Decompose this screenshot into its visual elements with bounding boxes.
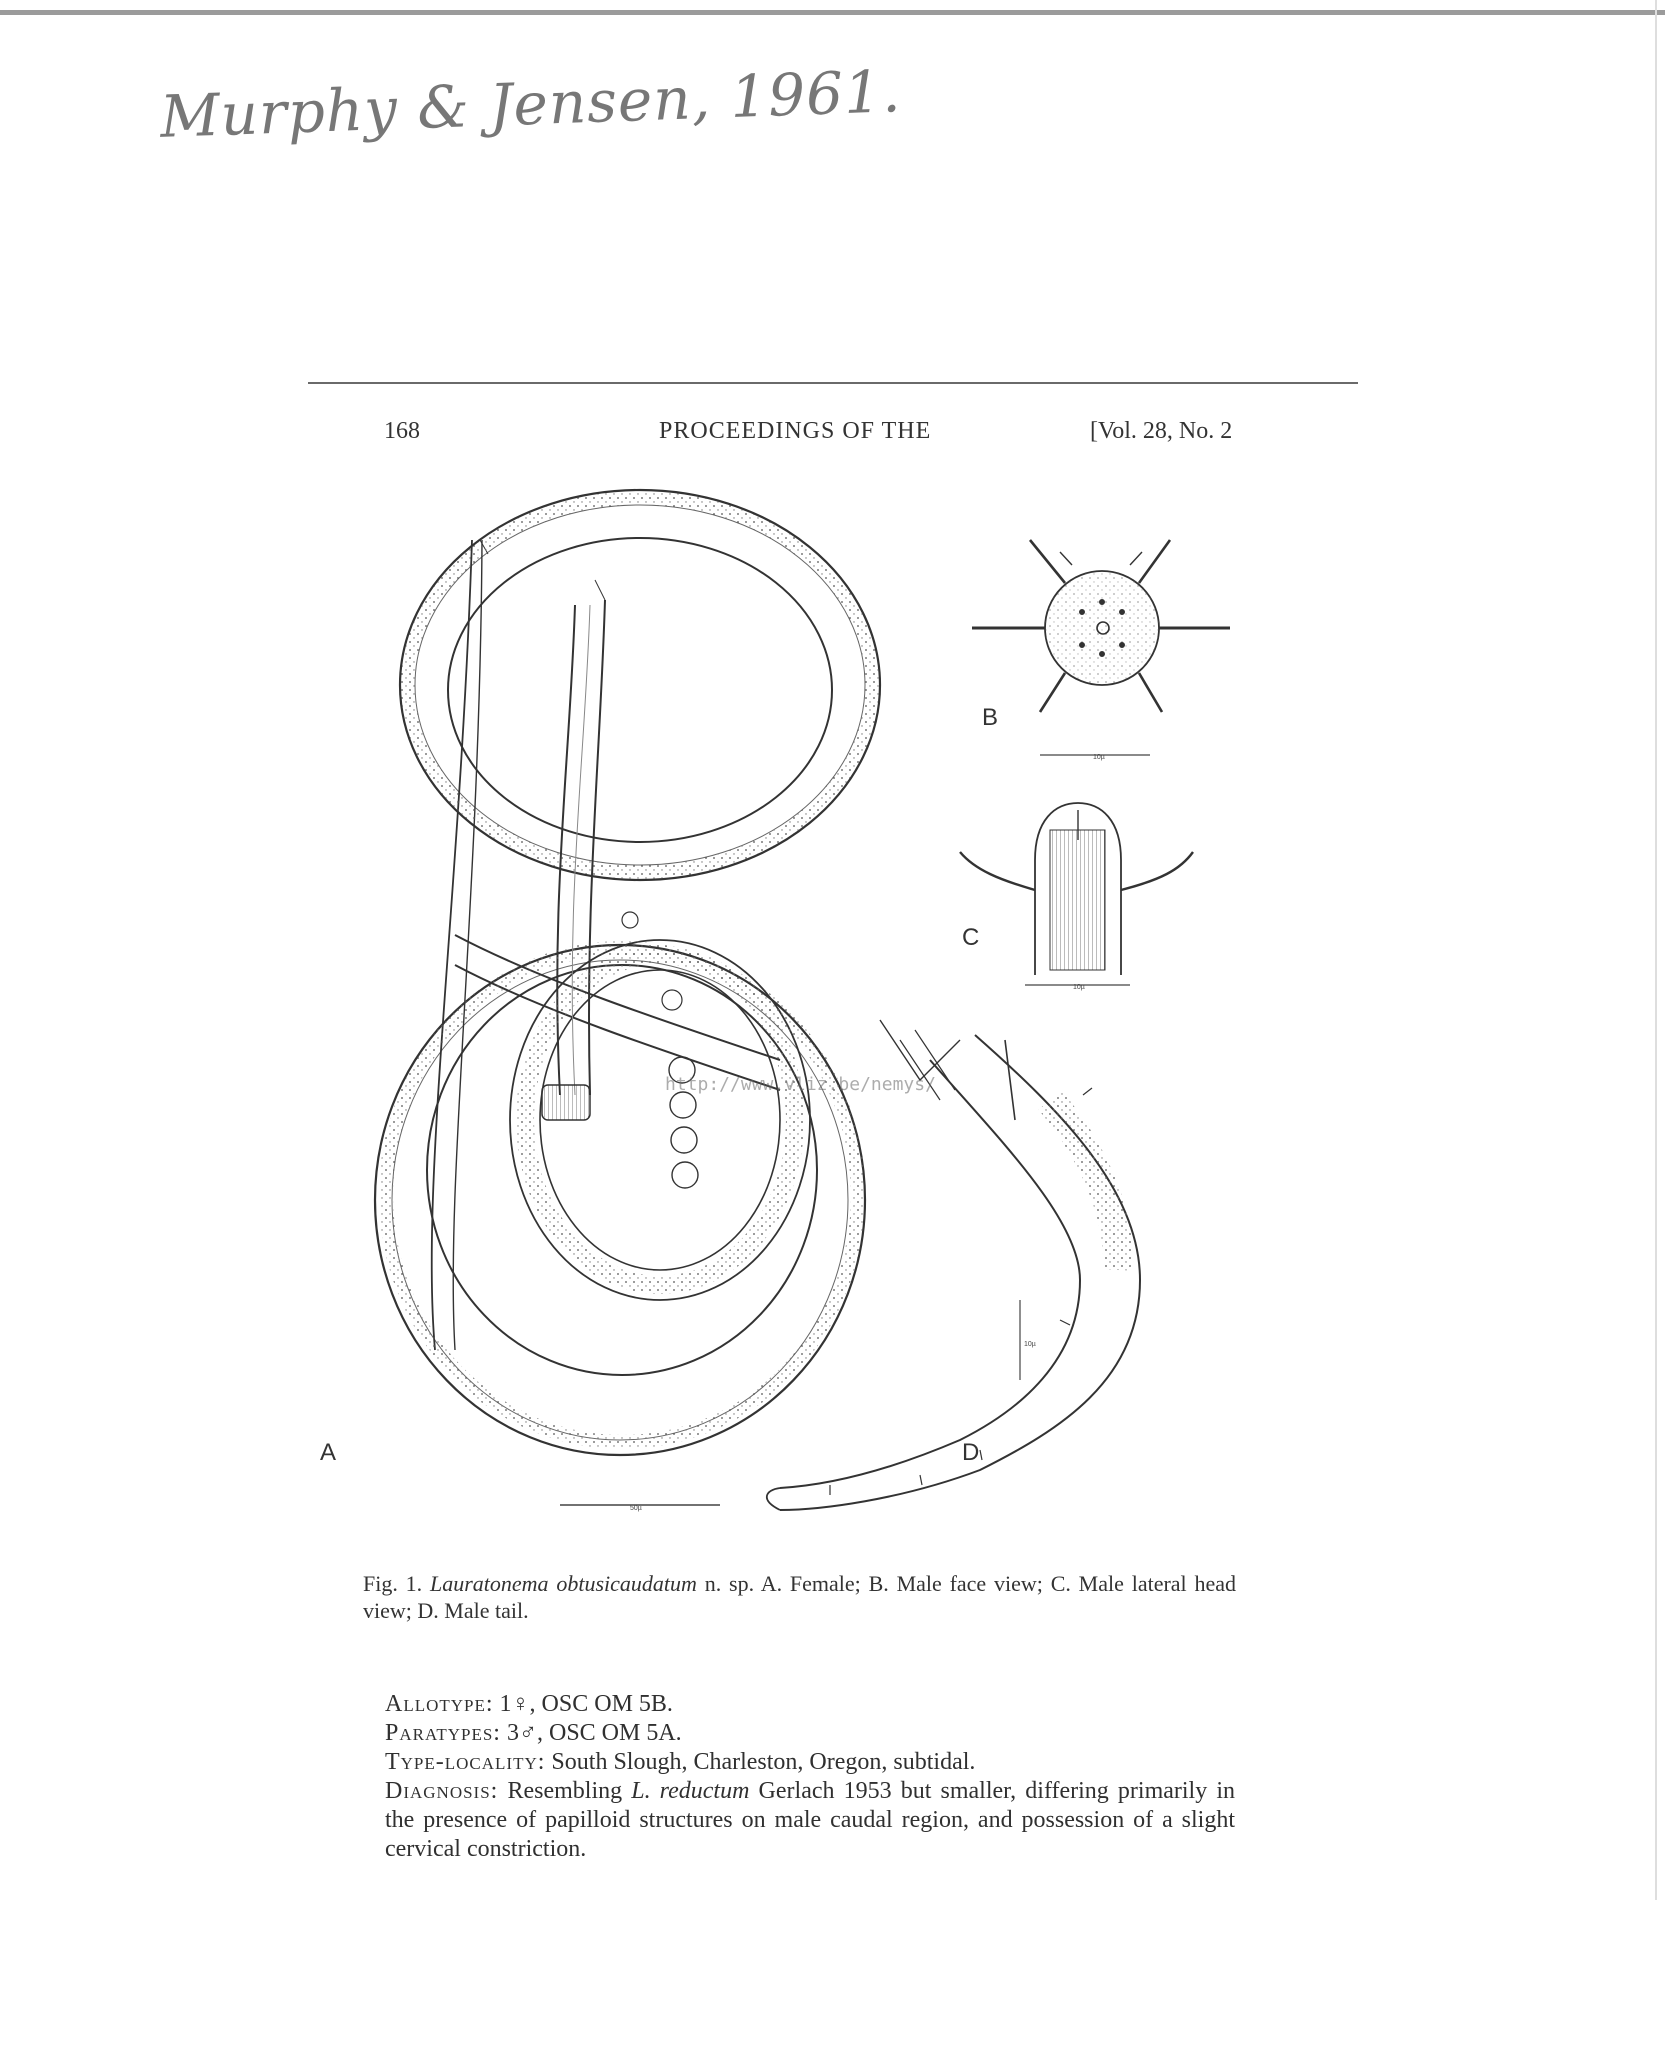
volume-info: [Vol. 28, No. 2 — [1090, 418, 1233, 444]
page-number: 168 — [384, 418, 420, 444]
panel-a-female-drawing — [375, 490, 880, 1455]
locality-line — [355, 1748, 1235, 1777]
journal-title: PROCEEDINGS OF THE — [659, 418, 932, 444]
handwritten-note: Murphy & Jensen, 1961. — [159, 57, 903, 151]
caption-species: Lauratonema obtusicaudatum — [429, 1571, 697, 1596]
panel-b-face-view-drawing — [972, 540, 1230, 712]
type-material-section — [355, 1690, 1235, 1864]
paratypes-label: Paratypes: — [385, 1720, 501, 1746]
page-rule — [308, 382, 1358, 384]
figure-plate — [320, 480, 1280, 1560]
diagnosis-pre: Resembling — [507, 1778, 623, 1804]
diagnosis-paragraph — [355, 1777, 1235, 1864]
scan-edge-right — [1655, 0, 1657, 1900]
locality-label: Type-locality: — [385, 1749, 546, 1775]
allotype-line — [355, 1690, 1235, 1719]
allotype-label: Allotype: — [385, 1691, 494, 1717]
locality-value: South Slough, Charleston, Oregon, subtidal. — [551, 1749, 976, 1775]
allotype-value: 1♀, OSC OM 5B. — [499, 1691, 673, 1717]
diagnosis-label: Diagnosis: — [385, 1778, 499, 1804]
scan-edge-top — [0, 10, 1665, 15]
panel-b-scale-label: 10µ — [1093, 754, 1105, 761]
panel-d-label: D — [962, 1439, 980, 1466]
panel-a-scale-label: 50µ — [630, 1505, 642, 1512]
panel-b-label: B — [982, 704, 999, 731]
panel-a-label: A — [320, 1439, 337, 1466]
watermark-url: http://www.vliz.be/nemys/ — [665, 1074, 936, 1095]
paratypes-value: 3♂, OSC OM 5A. — [506, 1720, 682, 1746]
panel-c-lateral-head-drawing — [960, 803, 1193, 975]
paratypes-line — [355, 1719, 1235, 1748]
figure-drawing — [320, 480, 1280, 1560]
diagnosis-post: Gerlach 1953 but smaller, differing primarily in the presence of papilloid structures on male caudal region, and possession of a slight cervical constriction. — [385, 1778, 1235, 1862]
panel-c-label: C — [962, 924, 980, 951]
diagnosis-species: L. reductum — [631, 1778, 750, 1804]
caption-text: n. sp. A. Female; B. Male face view; C. Male lateral head view; D. Male tail. — [363, 1571, 1236, 1623]
panel-c-scale-label: 10µ — [1073, 984, 1085, 991]
caption-label: Fig. 1. — [363, 1571, 423, 1596]
figure-caption — [363, 1570, 1236, 1624]
panel-d-scale-label: 10µ — [1024, 1341, 1036, 1348]
